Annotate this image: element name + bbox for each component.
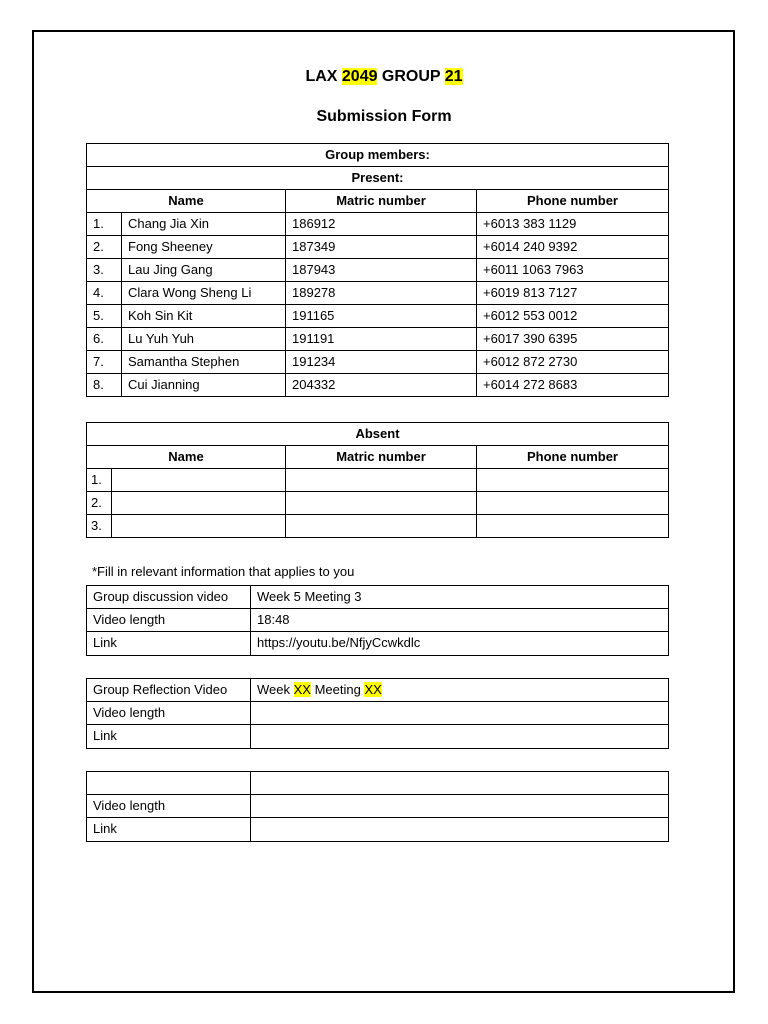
table-row: 8. Cui Jianning 204332 +6014 272 8683 [87,374,669,397]
group-number-highlight: 21 [444,68,463,85]
table-row: 4. Clara Wong Sheng Li 189278 +6019 813 7127 [87,282,669,305]
column-header-matric: Matric number [286,446,477,469]
column-header-name: Name [87,190,286,213]
document-title: LAX 2049 GROUP 21 [305,68,463,85]
table-row: 7. Samantha Stephen 191234 +6012 872 2730 [87,351,669,374]
table-row: Video length [87,795,669,818]
reflection-video-table [86,678,669,749]
course-code-highlight: 2049 [341,68,378,85]
table-row: Video length 18:48 [87,609,669,632]
table-row: Video length [87,702,669,725]
table-row [87,772,669,795]
table-row: 6. Lu Yuh Yuh 191191 +6017 390 6395 [87,328,669,351]
video-link: https://youtu.be/NfjyCcwkdlc [251,632,669,655]
reflection-week-meeting: Week XX Meeting XX [251,679,669,702]
table-row: 2. Fong Sheeney 187349 +6014 240 9392 [87,236,669,259]
table-row: Group Reflection Video Week XX Meeting XX [87,679,669,702]
members-caption: Group members: [87,144,669,167]
column-header-phone: Phone number [477,190,669,213]
table-row: 1. Chang Jia Xin 186912 +6013 383 1129 [87,213,669,236]
instruction-note: *Fill in relevant information that applies to you [92,564,355,579]
meeting-placeholder-highlight: XX [364,682,382,698]
extra-video-table [86,771,669,842]
table-row: Link [87,725,669,748]
members-status: Present: [87,167,669,190]
table-row: 5. Koh Sin Kit 191165 +6012 553 0012 [87,305,669,328]
table-row: 2. [87,492,669,515]
absent-table [86,422,669,538]
table-row: Link [87,818,669,841]
members-table [86,143,669,397]
absent-caption: Absent [87,423,669,446]
column-header-name: Name [87,446,286,469]
table-row: Group discussion video Week 5 Meeting 3 [87,586,669,609]
week-placeholder-highlight: XX [293,682,311,698]
table-row: 3. [87,515,669,538]
table-row: Link https://youtu.be/NfjyCcwkdlc [87,632,669,655]
column-header-phone: Phone number [477,446,669,469]
table-row: 1. [87,469,669,492]
discussion-video-table [86,585,669,656]
table-row: 3. Lau Jing Gang 187943 +6011 1063 7963 [87,259,669,282]
document-subtitle: Submission Form [316,108,452,125]
column-header-matric: Matric number [286,190,477,213]
